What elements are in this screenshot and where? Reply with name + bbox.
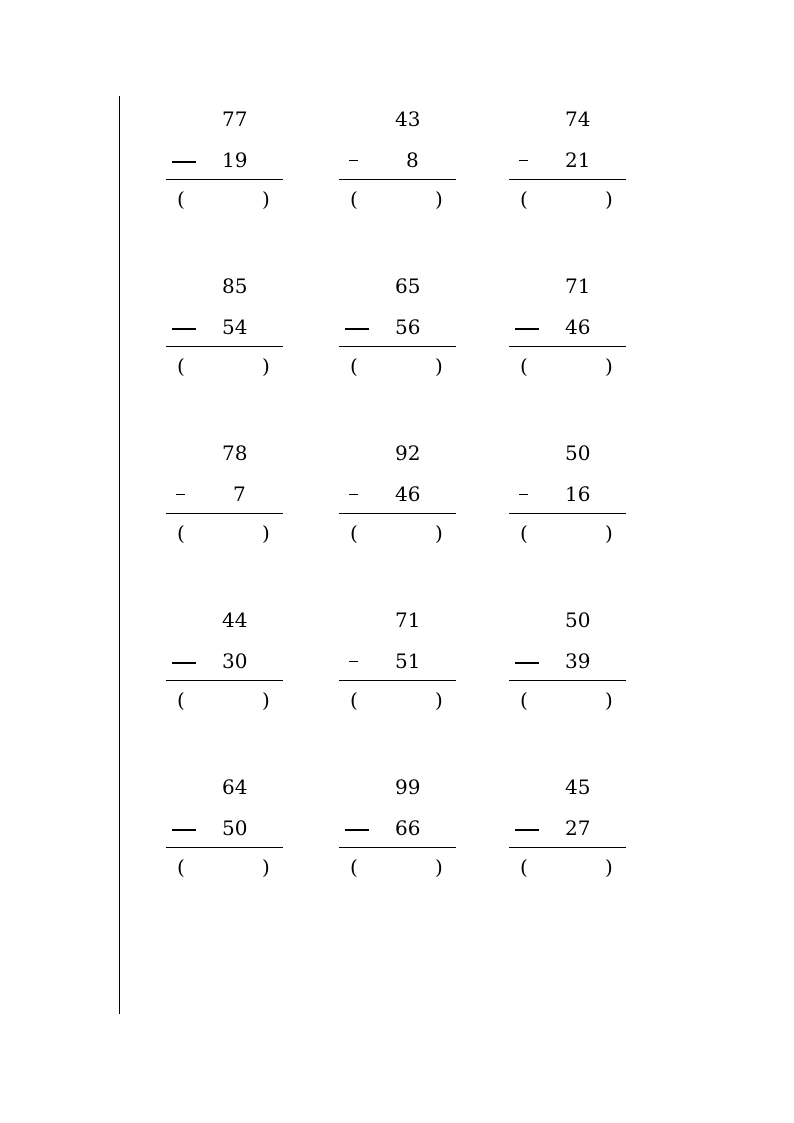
answer-line <box>339 847 456 848</box>
subtraction-problem <box>339 775 457 885</box>
minuend: 71 <box>395 608 421 632</box>
subtraction-problem <box>166 274 284 384</box>
answer-close-paren: ) <box>435 354 443 378</box>
answer-close-paren: ) <box>605 521 613 545</box>
answer-line <box>509 179 626 180</box>
answer-open-paren: ( <box>520 855 528 879</box>
answer-close-paren: ) <box>605 354 613 378</box>
answer-line <box>339 680 456 681</box>
subtrahend: 51 <box>395 649 421 673</box>
subtrahend: 19 <box>222 148 248 172</box>
subtraction-problem <box>509 775 627 885</box>
answer-open-paren: ( <box>520 354 528 378</box>
answer-line <box>339 513 456 514</box>
subtrahend: 30 <box>222 649 248 673</box>
answer-line <box>166 513 283 514</box>
minus-sign <box>515 662 539 664</box>
answer-open-paren: ( <box>350 688 358 712</box>
subtraction-problem <box>509 107 627 217</box>
answer-open-paren: ( <box>350 855 358 879</box>
answer-close-paren: ) <box>435 521 443 545</box>
answer-line <box>509 346 626 347</box>
answer-line <box>166 346 283 347</box>
subtrahend: 46 <box>395 482 421 506</box>
answer-open-paren: ( <box>177 688 185 712</box>
minuend: 64 <box>222 775 248 799</box>
answer-line <box>509 513 626 514</box>
answer-open-paren: ( <box>520 187 528 211</box>
subtraction-problem <box>339 274 457 384</box>
subtrahend: 56 <box>395 315 421 339</box>
minuend: 99 <box>395 775 421 799</box>
minus-sign <box>349 160 358 161</box>
minuend: 74 <box>565 107 591 131</box>
subtrahend: 7 <box>233 482 246 506</box>
subtrahend: 16 <box>565 482 591 506</box>
minus-sign <box>176 494 185 495</box>
subtraction-problem <box>339 608 457 718</box>
answer-line <box>339 346 456 347</box>
minus-sign <box>345 829 369 831</box>
answer-line <box>166 847 283 848</box>
answer-open-paren: ( <box>350 187 358 211</box>
subtraction-problem <box>339 441 457 551</box>
subtraction-problem <box>166 608 284 718</box>
minus-sign <box>172 161 196 163</box>
subtraction-problem <box>509 441 627 551</box>
subtraction-problem <box>509 608 627 718</box>
answer-open-paren: ( <box>177 354 185 378</box>
subtrahend: 21 <box>565 148 591 172</box>
subtrahend: 27 <box>565 816 591 840</box>
minus-sign <box>172 662 196 664</box>
answer-close-paren: ) <box>262 855 270 879</box>
subtrahend: 8 <box>406 148 419 172</box>
minus-sign <box>172 829 196 831</box>
minus-sign <box>515 328 539 330</box>
minus-sign <box>345 328 369 330</box>
minus-sign <box>519 494 528 495</box>
answer-line <box>339 179 456 180</box>
minuend: 85 <box>222 274 248 298</box>
answer-open-paren: ( <box>177 855 185 879</box>
answer-open-paren: ( <box>177 521 185 545</box>
subtraction-problem <box>166 107 284 217</box>
minuend: 43 <box>395 107 421 131</box>
answer-open-paren: ( <box>520 521 528 545</box>
answer-open-paren: ( <box>177 187 185 211</box>
answer-close-paren: ) <box>605 187 613 211</box>
answer-close-paren: ) <box>262 521 270 545</box>
answer-line <box>509 680 626 681</box>
answer-close-paren: ) <box>605 688 613 712</box>
answer-close-paren: ) <box>262 187 270 211</box>
minus-sign <box>349 661 358 662</box>
minuend: 65 <box>395 274 421 298</box>
minus-sign <box>519 160 528 161</box>
minus-sign <box>172 328 196 330</box>
minuend: 50 <box>565 608 591 632</box>
answer-line <box>509 847 626 848</box>
subtraction-problem <box>166 441 284 551</box>
answer-close-paren: ) <box>262 688 270 712</box>
minuend: 45 <box>565 775 591 799</box>
answer-close-paren: ) <box>262 354 270 378</box>
subtrahend: 50 <box>222 816 248 840</box>
minuend: 71 <box>565 274 591 298</box>
subtraction-problem <box>339 107 457 217</box>
subtrahend: 46 <box>565 315 591 339</box>
minuend: 77 <box>222 107 248 131</box>
subtraction-problem <box>509 274 627 384</box>
minuend: 50 <box>565 441 591 465</box>
answer-open-paren: ( <box>350 354 358 378</box>
answer-line <box>166 179 283 180</box>
subtrahend: 39 <box>565 649 591 673</box>
margin-line <box>119 96 120 1014</box>
minuend: 78 <box>222 441 248 465</box>
answer-close-paren: ) <box>435 688 443 712</box>
subtrahend: 66 <box>395 816 421 840</box>
answer-open-paren: ( <box>350 521 358 545</box>
answer-close-paren: ) <box>435 187 443 211</box>
answer-open-paren: ( <box>520 688 528 712</box>
answer-close-paren: ) <box>435 855 443 879</box>
minus-sign <box>349 494 358 495</box>
minus-sign <box>515 829 539 831</box>
answer-close-paren: ) <box>605 855 613 879</box>
answer-line <box>166 680 283 681</box>
subtrahend: 54 <box>222 315 248 339</box>
minuend: 44 <box>222 608 248 632</box>
subtraction-problem <box>166 775 284 885</box>
minuend: 92 <box>395 441 421 465</box>
